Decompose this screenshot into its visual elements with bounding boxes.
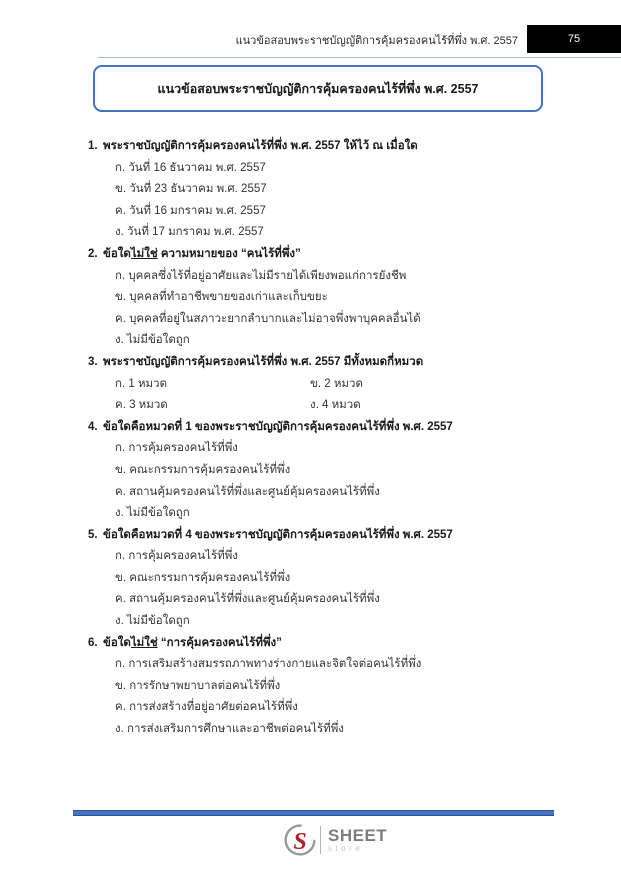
option-c: ค. สถานคุ้มครองคนไร้ที่พึ่งและศูนย์คุ้มครองคนไร้ที่พึ่ง (115, 485, 380, 498)
option-a: ก. 1 หมวด (115, 377, 168, 390)
page-title: แนวข้อสอบพระราชบัญญัติการคุ้มครองคนไร้ที่พึ่ง พ.ศ. 2557 (157, 81, 479, 96)
option-b: ข. การรักษาพยาบาลต่อคนไร้ที่พึ่ง (115, 679, 281, 692)
sheet-store-logo (284, 824, 387, 856)
logo-divider (320, 826, 321, 854)
option-list (0, 546, 621, 632)
option-list (0, 374, 621, 417)
question-text (0, 244, 621, 266)
option-d: ง. 4 หมวด (310, 399, 361, 412)
option-c: ค. วันที่ 16 มกราคม พ.ศ. 2557 (115, 204, 266, 217)
question-block-3 (0, 352, 621, 417)
page-number-box (527, 25, 621, 53)
option-a: ก. วันที่ 16 ธันวาคม พ.ศ. 2557 (115, 161, 266, 174)
logo-wordmark (328, 827, 387, 854)
question-number: 5. (88, 528, 98, 541)
question-number: 1. (88, 140, 98, 152)
option-b: ข. บุคคลที่ทำอาชีพขายของเก่าและเก็บขยะ (115, 291, 328, 304)
option-d: ง. ไม่มีข้อใดถูก (115, 615, 190, 628)
svg-text:S: S (293, 828, 307, 855)
option-list (0, 654, 621, 740)
question-text-suffix: “การคุ้มครองคนไร้ที่พึ่ง” (157, 636, 282, 649)
page-number: 75 (567, 33, 581, 45)
question-block-2 (0, 244, 621, 352)
question-text (0, 352, 621, 374)
option-b: ข. วันที่ 23 ธันวาคม พ.ศ. 2557 (115, 183, 267, 196)
header-divider (98, 57, 621, 58)
question-block-5 (0, 525, 621, 633)
question-number: 3. (88, 355, 98, 368)
logo-brand-subtext: store (328, 843, 364, 853)
question-block-6 (0, 633, 621, 741)
question-text-prefix: พระราชบัญญัติการคุ้มครองคนไร้ที่พึ่ง พ.ศ. 2557 มีทั้งหมดกี่หมวด (103, 355, 424, 368)
option-b: ข. 2 หมวด (310, 377, 363, 390)
sheet-store-logo-icon (284, 824, 316, 856)
question-text-prefix: พระราชบัญญัติการคุ้มครองคนไร้ที่พึ่ง พ.ศ. 2557 ให้ไว้ ณ เมื่อใด (103, 140, 418, 152)
question-text-prefix: ข้อใดคือหมวดที่ 4 ของพระราชบัญญัติการคุ้มครองคนไร้ที่พึ่ง พ.ศ. 2557 (103, 528, 453, 541)
question-block-1 (0, 136, 621, 244)
question-text-prefix: ข้อใด (103, 247, 131, 260)
option-c: ค. สถานคุ้มครองคนไร้ที่พึ่งและศูนย์คุ้มครองคนไร้ที่พึ่ง (115, 593, 380, 606)
option-c: ค. การส่งสร้างที่อยู่อาศัยต่อคนไร้ที่พึ่ง (115, 701, 298, 714)
question-text-suffix: ความหมายของ “คนไร้ที่พึ่ง” (157, 247, 301, 260)
question-text (0, 417, 621, 439)
question-list (0, 136, 621, 741)
question-text (0, 525, 621, 547)
question-text-prefix: ข้อใดคือหมวดที่ 1 ของพระราชบัญญัติการคุ้มครองคนไร้ที่พึ่ง พ.ศ. 2557 (103, 420, 453, 433)
question-text-underlined: ไม่ใช่ (130, 247, 158, 260)
option-list (0, 158, 621, 244)
option-b: ข. คณะกรรมการคุ้มครองคนไร้ที่พึ่ง (115, 463, 291, 476)
question-text (0, 136, 621, 158)
question-text-underlined: ไม่ใช่ (130, 636, 158, 649)
option-list (0, 438, 621, 524)
option-b: ข. คณะกรรมการคุ้มครองคนไร้ที่พึ่ง (115, 571, 291, 584)
running-header-title: แนวข้อสอบพระราชบัญญัติการคุ้มครองคนไร้ที่พึ่ง พ.ศ. 2557 (235, 35, 518, 47)
option-d: ง. วันที่ 17 มกราคม พ.ศ. 2557 (115, 226, 264, 239)
question-text (0, 633, 621, 655)
question-number: 2. (88, 247, 98, 260)
option-a: ก. การเสริมสร้างสมรรถภาพทางร่างกายและจิตใจต่อคนไร้ที่พึ่ง (115, 658, 422, 671)
logo-brand-text: SHEET (328, 825, 388, 845)
option-list (0, 266, 621, 352)
option-c: ค. บุคคลที่อยู่ในสภาวะยากลำบากและไม่อาจพึ่งพาบุคคลอื่นได้ (115, 312, 421, 325)
footer-divider-bar (73, 810, 554, 816)
question-number: 4. (88, 420, 98, 433)
option-c: ค. 3 หมวด (115, 399, 168, 412)
option-a: ก. การคุ้มครองคนไร้ที่พึ่ง (115, 442, 238, 455)
question-block-4 (0, 417, 621, 525)
question-text-prefix: ข้อใด (103, 636, 131, 649)
option-d: ง. การส่งเสริมการศึกษาและอาชีพต่อคนไร้ที่พึ่ง (115, 723, 344, 736)
option-d: ง. ไม่มีข้อใดถูก (115, 507, 190, 520)
title-box (93, 65, 543, 112)
option-a: ก. บุคคลซึ่งไร้ที่อยู่อาศัยและไม่มีรายได้เพียงพอแก่การยังชีพ (115, 269, 407, 282)
question-number: 6. (88, 636, 98, 649)
option-a: ก. การคุ้มครองคนไร้ที่พึ่ง (115, 550, 238, 563)
option-d: ง. ไม่มีข้อใดถูก (115, 334, 190, 347)
